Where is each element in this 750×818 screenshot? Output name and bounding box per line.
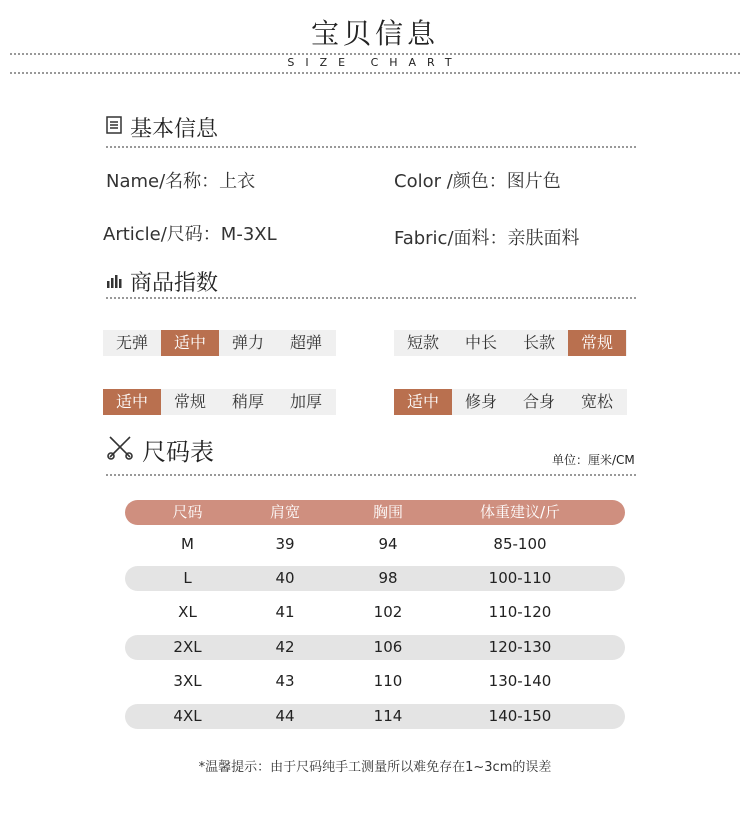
- index-tag: 合身: [522, 392, 555, 411]
- table-row: [125, 600, 625, 625]
- cell-shoulder: 40: [275, 569, 295, 587]
- bar-chart-icon: [106, 269, 122, 294]
- basic-info-title: 基本信息: [130, 117, 219, 142]
- table-row: [125, 635, 625, 660]
- basic-info-heading: [106, 112, 218, 143]
- product-index-divider: [106, 297, 636, 299]
- length-tags: [394, 330, 627, 356]
- cell-shoulder: 42: [275, 638, 295, 656]
- cell-weight: 100-110: [488, 569, 552, 587]
- measurement-note: *温馨提示：由于尺码纯手工测量所以难免存在1~3cm的误差: [198, 760, 552, 775]
- index-tag: 无弹: [115, 333, 148, 352]
- size-table-header: [125, 500, 625, 525]
- product-index-title: 商品指数: [130, 271, 219, 296]
- header-chest: 胸围: [372, 503, 403, 521]
- size-chart-title: 尺码表: [142, 438, 214, 466]
- thickness-tags: [103, 389, 336, 415]
- unit-label: 单位：厘米/CM: [552, 453, 635, 467]
- cell-weight: 130-140: [488, 672, 552, 690]
- cell-size: XL: [178, 603, 197, 621]
- product-color: Color /颜色：图片色: [394, 171, 561, 192]
- cell-chest: 114: [373, 707, 403, 725]
- cell-weight: 120-130: [488, 638, 552, 656]
- product-article: Article/尺码：M-3XL: [103, 224, 277, 245]
- cell-shoulder: 39: [275, 535, 295, 553]
- cell-shoulder: 41: [275, 603, 295, 621]
- index-tag: 适中: [103, 389, 161, 415]
- cell-chest: 106: [373, 638, 403, 656]
- index-tag: 常规: [173, 392, 206, 411]
- page-subtitle: SIZE CHART: [287, 56, 463, 69]
- cell-size: M: [181, 535, 194, 553]
- cell-shoulder: 43: [275, 672, 295, 690]
- table-row: [125, 669, 625, 694]
- index-tag: 中长: [464, 333, 497, 352]
- cell-size: 4XL: [173, 707, 202, 725]
- document-icon: [106, 115, 122, 140]
- header-weight: 体重建议/斤: [479, 503, 561, 521]
- elasticity-tags: [103, 330, 336, 356]
- header-shoulder: 肩宽: [269, 503, 300, 521]
- cell-chest: 110: [373, 672, 403, 690]
- size-chart-heading: [106, 432, 214, 467]
- cell-weight: 110-120: [488, 603, 552, 621]
- index-tag: 修身: [464, 392, 497, 411]
- cell-chest: 94: [378, 535, 398, 553]
- cell-chest: 98: [378, 569, 398, 587]
- table-row: [125, 532, 625, 557]
- cell-weight: 85-100: [493, 535, 547, 553]
- index-tag: 适中: [394, 389, 452, 415]
- table-row: [125, 704, 625, 729]
- index-tag: 加厚: [289, 392, 322, 411]
- product-fabric: Fabric/面料：亲肤面料: [394, 228, 580, 249]
- product-name: Name/名称：上衣: [106, 171, 256, 192]
- index-tag: 超弹: [289, 333, 322, 352]
- cell-size: 3XL: [173, 672, 202, 690]
- cell-size: 2XL: [173, 638, 202, 656]
- index-tag: 长款: [522, 333, 555, 352]
- cell-shoulder: 44: [275, 707, 295, 725]
- page-title: 宝贝信息: [310, 17, 439, 50]
- index-tag: 宽松: [580, 392, 613, 411]
- basic-info-divider: [106, 146, 636, 148]
- index-tag: 常规: [568, 330, 626, 356]
- header-size: 尺码: [172, 503, 203, 521]
- product-index-heading: [106, 266, 218, 297]
- index-tag: 适中: [161, 330, 219, 356]
- size-chart-divider: [106, 474, 636, 476]
- index-tag: 稍厚: [231, 392, 264, 411]
- cell-chest: 102: [373, 603, 403, 621]
- cell-size: L: [183, 569, 192, 587]
- header-divider-top: [10, 53, 740, 55]
- cell-weight: 140-150: [488, 707, 552, 725]
- scissors-icon: [106, 434, 134, 466]
- fit-tags: [394, 389, 627, 415]
- index-tag: 短款: [406, 333, 439, 352]
- header-divider-bottom: [10, 72, 740, 74]
- index-tag: 弹力: [231, 333, 264, 352]
- table-row: [125, 566, 625, 591]
